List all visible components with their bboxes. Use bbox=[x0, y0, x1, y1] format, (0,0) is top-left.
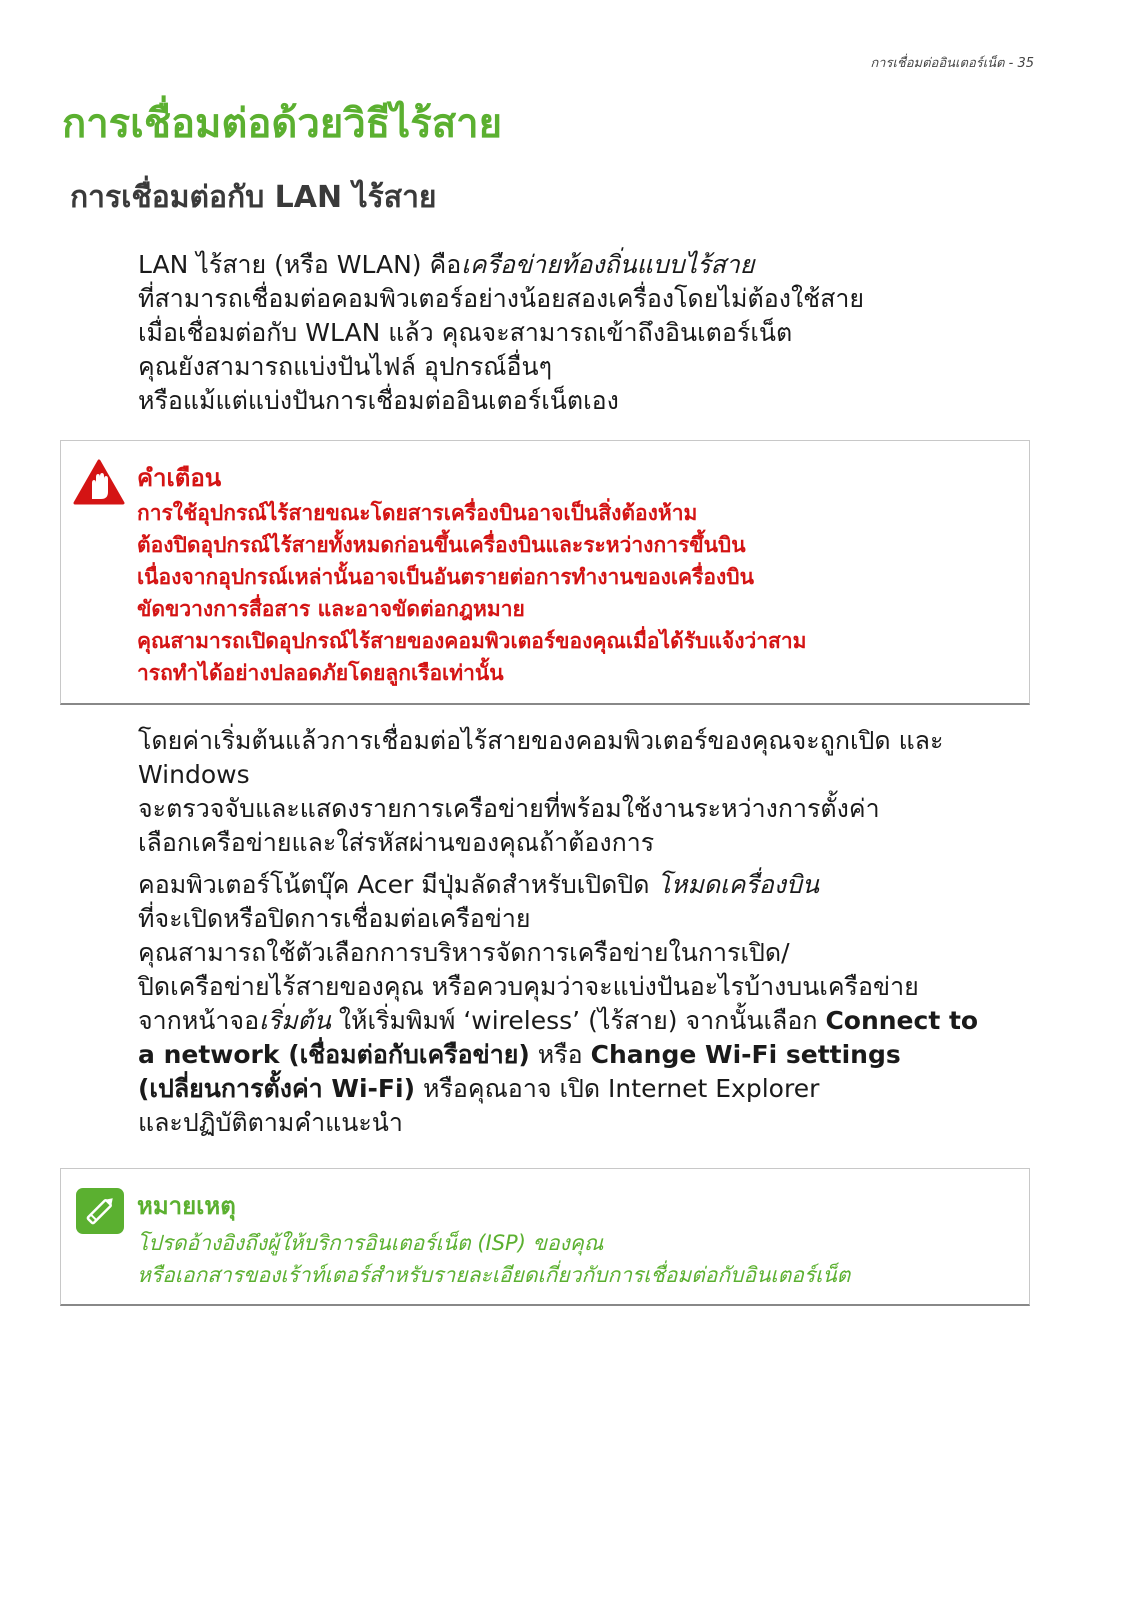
intro-paragraph bbox=[138, 248, 1058, 418]
note-box bbox=[60, 1168, 1030, 1306]
airplane-text: หรือ bbox=[529, 1040, 591, 1069]
airplane-text: จากหน้าจอ bbox=[138, 1006, 260, 1035]
section-title: การเชื่อมต่อกับ LAN ไร้สาย bbox=[70, 180, 437, 215]
intro-line: ที่สามารถเชื่อมต่อคอมพิวเตอร์อย่างน้อยสองเครื่องโดยไม่ต้องใช้สาย bbox=[138, 284, 865, 313]
warning-text bbox=[137, 497, 1027, 689]
default-line: Windows bbox=[138, 760, 250, 789]
airplane-paragraph bbox=[138, 868, 1058, 1140]
airplane-text: หรือคุณอาจ เปิด Internet Explorer bbox=[415, 1074, 820, 1103]
note-text bbox=[137, 1227, 1027, 1291]
airplane-text: ให้เริ่มพิมพ์ ‘wireless’ (ไร้สาย) จากนั้นเลือก bbox=[330, 1006, 826, 1035]
wifi-settings-term: Change Wi-Fi settings bbox=[590, 1040, 901, 1069]
wlan-term: เครือข่ายท้องถิ่นแบบไร้สาย bbox=[461, 250, 755, 279]
warning-line: ขัดขวางการสื่อสาร และอาจขัดต่อกฎหมาย bbox=[137, 597, 525, 621]
raised-hand-warning-icon bbox=[73, 459, 125, 505]
warning-line: เนื่องจากอุปกรณ์เหล่านั้นอาจเป็นอันตรายต่อการทำงานของเครื่องบิน bbox=[137, 565, 754, 589]
note-line: หรือเอกสารของเร้าท์เตอร์สำหรับรายละเอียดเกี่ยวกับการเชื่อมต่อกับอินเตอร์เน็ต bbox=[137, 1263, 851, 1287]
running-header: การเชื่อมต่ออินเตอร์เน็ต - 35 bbox=[870, 56, 1034, 71]
airplane-mode-term: โหมดเครื่องบิน bbox=[657, 870, 819, 899]
airplane-line: ปิดเครือข่ายไร้สายของคุณ หรือควบคุมว่าจะแบ่งปันอะไรบ้างบนเครือข่าย bbox=[138, 972, 919, 1001]
warning-title: คำเตือน bbox=[137, 464, 222, 492]
airplane-line: คุณสามารถใช้ตัวเลือกการบริหารจัดการเครือข่ายในการเปิด/ bbox=[138, 938, 790, 967]
page-title: การเชื่อมต่อด้วยวิธีไร้สาย bbox=[62, 101, 503, 147]
note-title: หมายเหตุ bbox=[137, 1192, 236, 1220]
default-line: เลือกเครือข่ายและใส่รหัสผ่านของคุณถ้าต้องการ bbox=[138, 828, 655, 857]
warning-line: การใช้อุปกรณ์ไร้สายขณะโดยสารเครื่องบินอาจเป็นสิ่งต้องห้าม bbox=[137, 501, 698, 525]
airplane-text: คอมพิวเตอร์โน้ตบุ๊ค Acer มีปุ่มลัดสำหรับเปิดปิด bbox=[138, 870, 658, 899]
warning-line: คุณสามารถเปิดอุปกรณ์ไร้สายของคอมพิวเตอร์ของคุณเมื่อได้รับแจ้งว่าสาม bbox=[137, 629, 807, 653]
warning-line: ต้องปิดอุปกรณ์ไร้สายทั้งหมดก่อนขึ้นเครื่องบินและระหว่างการขึ้นบิน bbox=[137, 533, 746, 557]
warning-line: ารถทำได้อย่างปลอดภัยโดยลูกเรือเท่านั้น bbox=[137, 661, 504, 685]
note-line: โปรดอ้างอิงถึงผู้ให้บริการอินเตอร์เน็ต (ISP) ของคุณ bbox=[137, 1231, 604, 1255]
intro-line: หรือแม้แต่แบ่งปันการเชื่อมต่ออินเตอร์เน็ตเอง bbox=[138, 386, 619, 415]
default-line: โดยค่าเริ่มต้นแล้วการเชื่อมต่อไร้สายของคอมพิวเตอร์ของคุณจะถูกเปิด และ bbox=[138, 726, 944, 755]
intro-text: LAN ไร้สาย (หรือ WLAN) คือ bbox=[138, 250, 462, 279]
default-line: จะตรวจจับและแสดงรายการเครือข่ายที่พร้อมใช้งานระหว่างการตั้งค่า bbox=[138, 794, 880, 823]
warning-box bbox=[60, 440, 1030, 705]
pencil-note-icon bbox=[75, 1187, 125, 1235]
wifi-settings-term: (เปลี่ยนการตั้งค่า Wi-Fi) bbox=[138, 1074, 416, 1103]
airplane-line: และปฏิบัติตามคำแนะนำ bbox=[138, 1108, 403, 1137]
airplane-line: ที่จะเปิดหรือปิดการเชื่อมต่อเครือข่าย bbox=[138, 904, 531, 933]
connect-to-network-term: Connect to bbox=[825, 1006, 979, 1035]
intro-line: เมื่อเชื่อมต่อกับ WLAN แล้ว คุณจะสามารถเข้าถึงอินเตอร์เน็ต bbox=[138, 318, 793, 347]
start-screen-term: เริ่มต้น bbox=[259, 1006, 331, 1035]
default-paragraph bbox=[138, 724, 1058, 860]
connect-to-network-term: a network (เชื่อมต่อกับเครือข่าย) bbox=[138, 1040, 530, 1069]
intro-line: คุณยังสามารถแบ่งปันไฟล์ อุปกรณ์อื่นๆ bbox=[138, 352, 553, 381]
